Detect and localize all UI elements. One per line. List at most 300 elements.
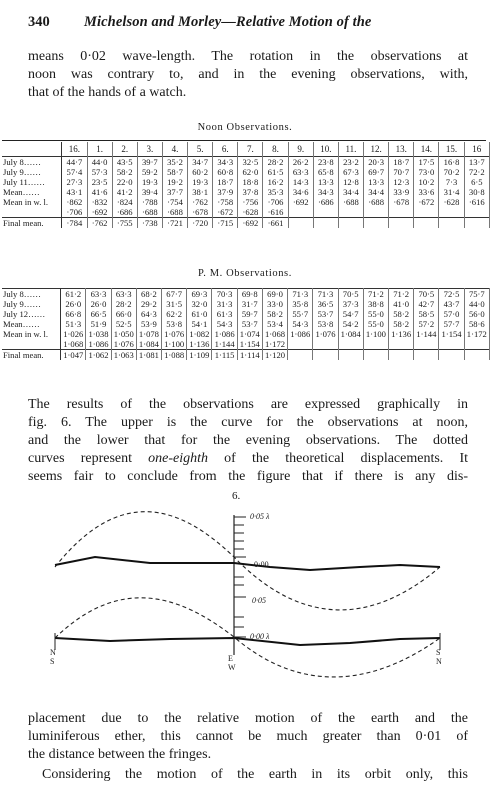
table-cell: 39·7 [137, 157, 162, 168]
table-cell: ·720 [188, 218, 213, 229]
table-cell: 58·6 [464, 319, 489, 329]
table-cell [313, 207, 338, 218]
column-header: 3. [137, 142, 162, 157]
compass-s: S [50, 657, 55, 666]
table-cell: 71·3 [313, 289, 338, 300]
scale-label-mid: 0·05 [252, 596, 266, 605]
table-cell [313, 339, 338, 350]
table-cell: 37·3 [338, 299, 363, 309]
zero-label-lower: 0·00 λ [250, 632, 270, 641]
column-header: 9. [288, 142, 313, 157]
table-cell: ·824 [112, 197, 137, 207]
column-header: 13. [389, 142, 414, 157]
table-cell: 70·5 [414, 289, 439, 300]
table-cell: 69·8 [237, 289, 262, 300]
column-header: 8. [263, 142, 288, 157]
figure-6-plot [0, 505, 490, 720]
table-cell: ·715 [213, 218, 238, 229]
table-cell [439, 207, 464, 218]
table-cell [464, 339, 489, 350]
table-cell [389, 218, 414, 229]
table-cell: 16·2 [263, 177, 288, 187]
table-cell: ·688 [137, 207, 162, 218]
table-cell: ·762 [188, 197, 213, 207]
table-cell: 34·4 [338, 187, 363, 197]
row-label: July 8…… [2, 157, 62, 168]
table-cell: 70·5 [338, 289, 363, 300]
table-row [2, 339, 490, 350]
table-cell: 55·7 [288, 309, 313, 319]
table-cell: 70·3 [212, 289, 237, 300]
table-row [2, 157, 490, 168]
noon-table-title: Noon Observations. [197, 122, 293, 133]
table-row [2, 177, 490, 187]
table-cell: 1·086 [86, 339, 111, 350]
table-cell: 69·0 [262, 289, 287, 300]
row-label: Mean…… [2, 319, 61, 329]
table-row [2, 197, 490, 207]
table-cell: 28·2 [111, 299, 136, 309]
table-cell: 41·6 [87, 187, 112, 197]
table-cell: 1·100 [162, 339, 187, 350]
table-cell: 63·3 [86, 289, 111, 300]
table-cell: 53·8 [162, 319, 187, 329]
table-cell: ·832 [87, 197, 112, 207]
table-cell: 36·5 [313, 299, 338, 309]
table-top-rule [2, 140, 486, 141]
table-row [2, 289, 490, 300]
table-cell: 34·3 [313, 187, 338, 197]
table-cell: 61·5 [263, 167, 288, 177]
table-cell [363, 339, 388, 350]
table-row [2, 167, 490, 177]
text-line: fig. 6. The upper is the curve for the observations at noon, [28, 415, 468, 430]
table-cell: 37·8 [238, 187, 263, 197]
table-cell: 30·8 [464, 187, 489, 197]
row-label: Mean in w. l. [2, 197, 62, 207]
row-label [2, 207, 62, 218]
table-cell: 1·086 [212, 329, 237, 339]
table-cell: 34·4 [364, 187, 389, 197]
noon-observations-table [2, 142, 490, 228]
table-cell: 20·3 [364, 157, 389, 168]
text-line: seems fair to conclude from the figure that if there is any dis- [28, 469, 468, 484]
table-cell: 31·7 [237, 299, 262, 309]
table-cell: 61·0 [187, 309, 212, 319]
table-cell: 12·8 [338, 177, 363, 187]
table-cell: 57·0 [439, 309, 464, 319]
column-header: 11. [338, 142, 363, 157]
text-line: luminiferous ether, this cannot be much greater than 0·01 of [28, 729, 468, 744]
table-cell: 75·7 [464, 289, 489, 300]
header-corner [2, 142, 62, 157]
table-cell: 1·120 [262, 350, 287, 361]
row-label: July 11…… [2, 177, 62, 187]
table-cell: 66·5 [86, 309, 111, 319]
table-cell: 18·8 [238, 177, 263, 187]
table-cell: 69·3 [187, 289, 212, 300]
table-cell: 39·4 [137, 187, 162, 197]
table-cell: 1·063 [111, 350, 136, 361]
table-cell [313, 350, 338, 361]
table-cell: 18·7 [389, 157, 414, 168]
table-cell: 19·3 [137, 177, 162, 187]
table-cell: 43·7 [439, 299, 464, 309]
table-cell [288, 218, 313, 229]
table-cell: 70·7 [389, 167, 414, 177]
table-cell: 27·3 [62, 177, 87, 187]
table-cell: 71·2 [363, 289, 388, 300]
table-cell: ·692 [238, 218, 263, 229]
zero-label-upper: 0·00 [254, 560, 269, 569]
header-row [2, 142, 490, 157]
table-cell: 38·8 [363, 299, 388, 309]
compass-s2: S [436, 648, 441, 657]
table-cell: 1·081 [136, 350, 161, 361]
table-cell [439, 350, 464, 361]
table-cell: 69·7 [364, 167, 389, 177]
table-cell: 19·2 [162, 177, 187, 187]
table-cell: 57·2 [414, 319, 439, 329]
column-header: 15. [439, 142, 464, 157]
table-cell: 65·8 [313, 167, 338, 177]
table-cell: 54·3 [212, 319, 237, 329]
table-cell: 1·050 [111, 329, 136, 339]
table-cell: ·688 [338, 197, 363, 207]
table-cell: ·706 [62, 207, 87, 218]
table-cell: 72·2 [464, 167, 489, 177]
table-cell: 64·3 [136, 309, 161, 319]
table-cell: 1·038 [86, 329, 111, 339]
table-cell: 70·2 [439, 167, 464, 177]
table-cell: 37·7 [162, 187, 187, 197]
table-cell: 66·0 [111, 309, 136, 319]
table-cell: 33·0 [262, 299, 287, 309]
table-cell [414, 218, 439, 229]
row-label: Mean in w. l. [2, 329, 61, 339]
table-cell [338, 218, 363, 229]
table-cell: 35·2 [162, 157, 187, 168]
table-cell [389, 207, 414, 218]
table-cell: 12·3 [389, 177, 414, 187]
table-cell: ·678 [389, 197, 414, 207]
compass-w: W [228, 663, 236, 672]
table-cell: ·692 [288, 197, 313, 207]
table-cell: ·755 [112, 218, 137, 229]
table-cell: 13·3 [364, 177, 389, 187]
table-cell: 34·6 [288, 187, 313, 197]
scale-label-top: 0·05 λ [250, 512, 270, 521]
table-cell: ·692 [87, 207, 112, 218]
pm-observations-table [2, 288, 490, 360]
table-cell: 67·3 [338, 167, 363, 177]
table-cell: 53·8 [313, 319, 338, 329]
table-cell: 1·084 [338, 329, 363, 339]
table-cell: 58·2 [389, 319, 414, 329]
table-cell: 57·4 [62, 167, 87, 177]
table-row [2, 319, 490, 329]
compass-e: E [228, 654, 233, 663]
evening-theoretical-curve [55, 598, 440, 677]
table-row [2, 187, 490, 197]
row-label: July 9…… [2, 167, 62, 177]
table-row [2, 207, 490, 218]
table-cell: 41·0 [389, 299, 414, 309]
table-cell: 71·3 [288, 289, 313, 300]
table-cell: 22·0 [112, 177, 137, 187]
row-label: July 8…… [2, 289, 61, 300]
table-cell: 41·2 [112, 187, 137, 197]
compass-label-right [436, 648, 442, 666]
table-cell: 23·2 [338, 157, 363, 168]
table-cell: 58·2 [262, 309, 287, 319]
text-line: means 0·02 wave-length. The rotation in the observations at [28, 49, 468, 64]
table-cell: 17·5 [414, 157, 439, 168]
table-cell: 58·5 [414, 309, 439, 319]
table-cell: 53·7 [313, 309, 338, 319]
table-cell: ·678 [188, 207, 213, 218]
table-cell: 31·3 [212, 299, 237, 309]
text-line: placement due to the relative motion of the earth and the [28, 711, 468, 726]
table-cell: 32·0 [187, 299, 212, 309]
table-cell [389, 339, 414, 350]
table-cell: 56·0 [464, 309, 489, 319]
table-cell: 1·076 [162, 329, 187, 339]
table-cell [288, 207, 313, 218]
table-cell: 1·114 [237, 350, 262, 361]
table-cell: 33·6 [414, 187, 439, 197]
table-cell [389, 350, 414, 361]
intro-paragraph [28, 48, 468, 102]
column-header: 2. [112, 142, 137, 157]
table-cell: 1·109 [187, 350, 212, 361]
table-cell: 13·3 [313, 177, 338, 187]
table-cell: ·616 [464, 197, 489, 207]
table-cell: 34·7 [188, 157, 213, 168]
table-cell: 1·068 [61, 339, 86, 350]
noon-theoretical-curve [55, 512, 440, 610]
table-cell: 18·7 [213, 177, 238, 187]
table-cell: 42·7 [414, 299, 439, 309]
text-line: curves represent one-eighth of the theoretical displacements. It [28, 451, 468, 466]
table-cell: 1·154 [439, 329, 464, 339]
table-cell: ·756 [238, 197, 263, 207]
pm-table-title: P. M. Observations. [198, 268, 292, 279]
table-cell: 1·144 [414, 329, 439, 339]
table-cell: 13·7 [464, 157, 489, 168]
compass-n: N [50, 648, 56, 657]
table-cell [338, 350, 363, 361]
table-cell: 31·5 [162, 299, 187, 309]
table-cell: 53·4 [262, 319, 287, 329]
table-cell: 1·062 [86, 350, 111, 361]
table-cell [313, 218, 338, 229]
table-cell: 19·3 [188, 177, 213, 187]
table-cell: 54·1 [187, 319, 212, 329]
table-cell: 61·2 [61, 289, 86, 300]
table-cell: 26·0 [61, 299, 86, 309]
table-cell: 54·2 [338, 319, 363, 329]
table-cell: 1·172 [464, 329, 489, 339]
table-row [2, 350, 490, 361]
table-cell: 10·2 [414, 177, 439, 187]
table-cell: 51·9 [86, 319, 111, 329]
table-cell: 1·078 [136, 329, 161, 339]
table-cell: 44·0 [87, 157, 112, 168]
table-cell: 58·2 [112, 167, 137, 177]
table-cell: ·706 [263, 197, 288, 207]
table-cell: 35·3 [263, 187, 288, 197]
table-cell: ·788 [137, 197, 162, 207]
table-cell: 52·5 [111, 319, 136, 329]
table-cell: 32·5 [238, 157, 263, 168]
table-cell: 44·0 [464, 299, 489, 309]
column-header: 1. [87, 142, 112, 157]
table-cell: 16·8 [439, 157, 464, 168]
table-cell: 23·5 [87, 177, 112, 187]
column-header: 5. [188, 142, 213, 157]
table-row [2, 329, 490, 339]
table-cell: 57·3 [87, 167, 112, 177]
table-cell: ·686 [313, 197, 338, 207]
table-cell: 1·086 [288, 329, 313, 339]
table-cell: 23·8 [313, 157, 338, 168]
table-cell [439, 339, 464, 350]
table-cell: 1·047 [61, 350, 86, 361]
table-cell: 58·2 [389, 309, 414, 319]
table-cell: 33·9 [389, 187, 414, 197]
table-cell [414, 350, 439, 361]
table-cell: 1·082 [187, 329, 212, 339]
table-cell: ·686 [112, 207, 137, 218]
table-cell: 1·136 [389, 329, 414, 339]
next-paragraph [28, 766, 468, 784]
table-cell: 7·3 [439, 177, 464, 187]
table-row [2, 299, 490, 309]
table-cell [338, 207, 363, 218]
table-cell: 43·1 [62, 187, 87, 197]
table-cell: 60·2 [188, 167, 213, 177]
noon-observed-curve [55, 557, 440, 570]
table-cell: 60·8 [213, 167, 238, 177]
table-cell: 72·5 [439, 289, 464, 300]
text-line: The results of the observations are expressed graphically in [28, 397, 468, 412]
table-cell: ·688 [364, 197, 389, 207]
table-cell [338, 339, 363, 350]
table-cell: ·661 [263, 218, 288, 229]
compass-label-left [50, 648, 56, 666]
table-cell: ·628 [238, 207, 263, 218]
table-cell: 1·084 [136, 339, 161, 350]
table-cell: 14·3 [288, 177, 313, 187]
table-cell: 1·115 [212, 350, 237, 361]
table-cell: 1·136 [187, 339, 212, 350]
results-paragraph [28, 396, 468, 486]
table-cell: 54·7 [338, 309, 363, 319]
table-cell: 1·144 [212, 339, 237, 350]
table-cell: 66·8 [61, 309, 86, 319]
table-cell: 59·7 [237, 309, 262, 319]
table-cell: 62·2 [162, 309, 187, 319]
table-cell: 1·076 [313, 329, 338, 339]
table-cell [363, 350, 388, 361]
table-cell: 55·0 [363, 309, 388, 319]
table-cell: 71·2 [389, 289, 414, 300]
row-label: Final mean. [2, 218, 62, 229]
table-cell: 1·100 [363, 329, 388, 339]
table-cell: 1·068 [262, 329, 287, 339]
table-cell: 1·076 [111, 339, 136, 350]
table-cell: 1·026 [61, 329, 86, 339]
table-cell: 61·3 [212, 309, 237, 319]
table-cell: 26·0 [86, 299, 111, 309]
text-line: Considering the motion of the earth in its orbit only, this [42, 767, 468, 782]
row-label: July 12…… [2, 309, 61, 319]
table-cell: 63·3 [288, 167, 313, 177]
table-cell: 55·0 [363, 319, 388, 329]
evening-observed-curve [55, 638, 440, 645]
column-header: 12. [364, 142, 389, 157]
table-row [2, 309, 490, 319]
table-cell: 38·1 [188, 187, 213, 197]
table-cell: 51·3 [61, 319, 86, 329]
table-cell: ·628 [439, 197, 464, 207]
row-label: July 9…… [2, 299, 61, 309]
table-cell: ·784 [62, 218, 87, 229]
figure-number: 6. [232, 490, 241, 502]
table-cell: 1·088 [162, 350, 187, 361]
column-header: 6. [213, 142, 238, 157]
page-header [28, 14, 478, 36]
table-row [2, 218, 490, 229]
row-label: Mean…… [2, 187, 62, 197]
table-cell: 67·7 [162, 289, 187, 300]
table-cell [464, 218, 489, 229]
table-cell: 6·5 [464, 177, 489, 187]
compass-label-center [228, 654, 236, 672]
running-head: Michelson and Morley—Relative Motion of the [84, 14, 372, 30]
column-header: 14. [414, 142, 439, 157]
table-cell: 58·7 [162, 167, 187, 177]
table-cell: ·688 [162, 207, 187, 218]
table-cell: 26·2 [288, 157, 313, 168]
table-cell: ·672 [213, 207, 238, 218]
table-cell: 1·154 [237, 339, 262, 350]
table-cell: ·862 [62, 197, 87, 207]
table-cell: 44·7 [62, 157, 87, 168]
table-cell: 28·2 [263, 157, 288, 168]
table-cell: 1·172 [262, 339, 287, 350]
table-cell [288, 339, 313, 350]
table-cell: ·616 [263, 207, 288, 218]
table-cell: 68·2 [136, 289, 161, 300]
table-cell: ·672 [414, 197, 439, 207]
table-cell: ·758 [213, 197, 238, 207]
table-cell [414, 207, 439, 218]
table-cell: 73·0 [414, 167, 439, 177]
text-line: that of the hands of a watch. [28, 85, 187, 100]
page-number: 340 [28, 14, 50, 30]
table-cell: 31·4 [439, 187, 464, 197]
text-line: and the lower that for the evening observations. The dotted [28, 433, 468, 448]
table-cell: ·762 [87, 218, 112, 229]
table-cell: 57·7 [439, 319, 464, 329]
figure-scale-ticks [234, 517, 246, 637]
table-cell [439, 218, 464, 229]
table-cell [288, 350, 313, 361]
table-cell: 1·074 [237, 329, 262, 339]
text-line: the distance between the fringes. [28, 747, 212, 762]
